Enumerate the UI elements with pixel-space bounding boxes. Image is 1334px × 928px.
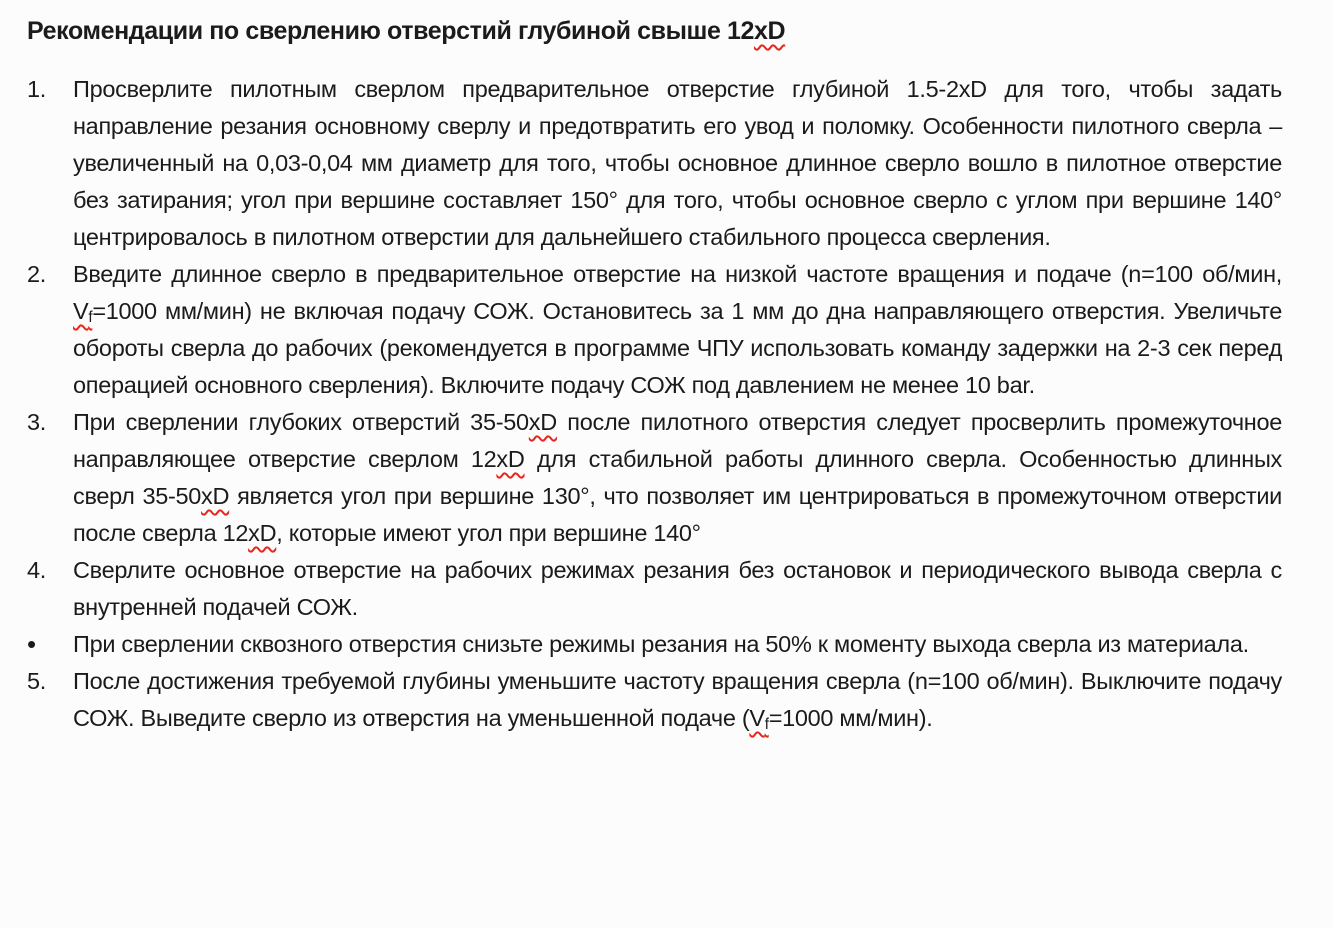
text-run: При сверлении глубоких отверстий 35-50 xyxy=(73,409,529,435)
item-text xyxy=(73,404,1282,552)
item-number-marker: 3. xyxy=(27,409,46,435)
item-number-marker: 4. xyxy=(27,557,46,583)
text-run: после пилотного отверстия следует просверлить промежуточное направляющее отверстие сверлом 12 xyxy=(73,409,1283,472)
list-item xyxy=(27,552,1282,626)
item-text xyxy=(73,256,1282,404)
recommendations-list xyxy=(27,71,1282,737)
text-run: V xyxy=(73,298,89,324)
text-run: V xyxy=(749,705,765,731)
spellcheck-flagged-text: xD xyxy=(528,409,557,435)
text-run: Рекомендации по сверлению отверстий глубиной свыше 12 xyxy=(27,17,755,45)
item-text xyxy=(73,663,1282,737)
spellcheck-flagged-text: xD xyxy=(496,446,525,472)
spellcheck-flagged-text xyxy=(749,705,769,734)
list-item xyxy=(27,71,1282,256)
item-bullet-marker: • xyxy=(27,629,36,659)
text-run: является угол при вершине 130°, что позволяет им центрироваться в промежуточном отверстии после сверла 12 xyxy=(73,483,1282,546)
spellcheck-flagged-text: xD xyxy=(201,483,230,509)
text-run: f xyxy=(764,716,769,734)
list-item xyxy=(27,663,1282,737)
text-run: =1000 мм/мин). xyxy=(768,705,933,731)
item-number-marker: 1. xyxy=(27,76,46,102)
spellcheck-flagged-text xyxy=(73,298,93,327)
text-run: При сверлении сквозного отверстия снизьте режимы резания на 50% к моменту выхода сверла из материала. xyxy=(73,631,1249,657)
spellcheck-flagged-text: xD xyxy=(754,17,786,45)
text-run: После достижения требуемой глубины уменьшите частоту вращения сверла (n=100 об/мин). Выключите подачу СОЖ. Выведите сверло из отверстия на уменьшенной подаче ( xyxy=(73,668,1282,731)
list-item xyxy=(27,256,1282,404)
item-number-marker: 2. xyxy=(27,261,46,287)
text-run: Просверлите пилотным сверлом предварительное отверстие глубиной 1.5-2xD для того, чтобы задать направление резания основному сверлу и предотвратить его увод и поломку. Особенности пилотного сверла – увеличенный на 0,03-0,04 мм диаметр для того, чтобы основное длинное сверло вошло в пилотное отверстие без затирания; угол при вершине составляет 150° для того, чтобы основное сверло с углом при вершине 140° центрировалось в пилотном отверстии для дальнейшего стабильного процесса сверления. xyxy=(73,76,1282,250)
list-item xyxy=(27,404,1282,552)
item-text xyxy=(73,626,1282,663)
text-run: для стабильной работы длинного сверла. Особенностью длинных сверл 35-50 xyxy=(73,446,1282,509)
text-run: , которые имеют угол при вершине 140° xyxy=(276,520,701,546)
document-title xyxy=(27,13,1282,50)
item-text xyxy=(73,552,1282,626)
text-run: Сверлите основное отверстие на рабочих режимах резания без остановок и периодического вывода сверла с внутренней подачей СОЖ. xyxy=(73,557,1282,620)
text-run: Введите длинное сверло в предварительное отверстие на низкой частоте вращения и подаче (n=100 об/мин, xyxy=(73,261,1282,287)
text-run: =1000 мм/мин) не включая подачу СОЖ. Остановитесь за 1 мм до дна направляющего отверстия. Увеличьте обороты сверла до рабочих (рекомендуется в программе ЧПУ использовать команду задержки на 2-3 сек перед операцией основного сверления). Включите подачу СОЖ под давлением не менее 10 bar. xyxy=(73,298,1282,398)
spellcheck-flagged-text: xD xyxy=(248,520,277,546)
item-text xyxy=(73,71,1282,256)
list-item xyxy=(27,626,1282,663)
text-run: f xyxy=(88,309,93,327)
item-number-marker: 5. xyxy=(27,668,46,694)
